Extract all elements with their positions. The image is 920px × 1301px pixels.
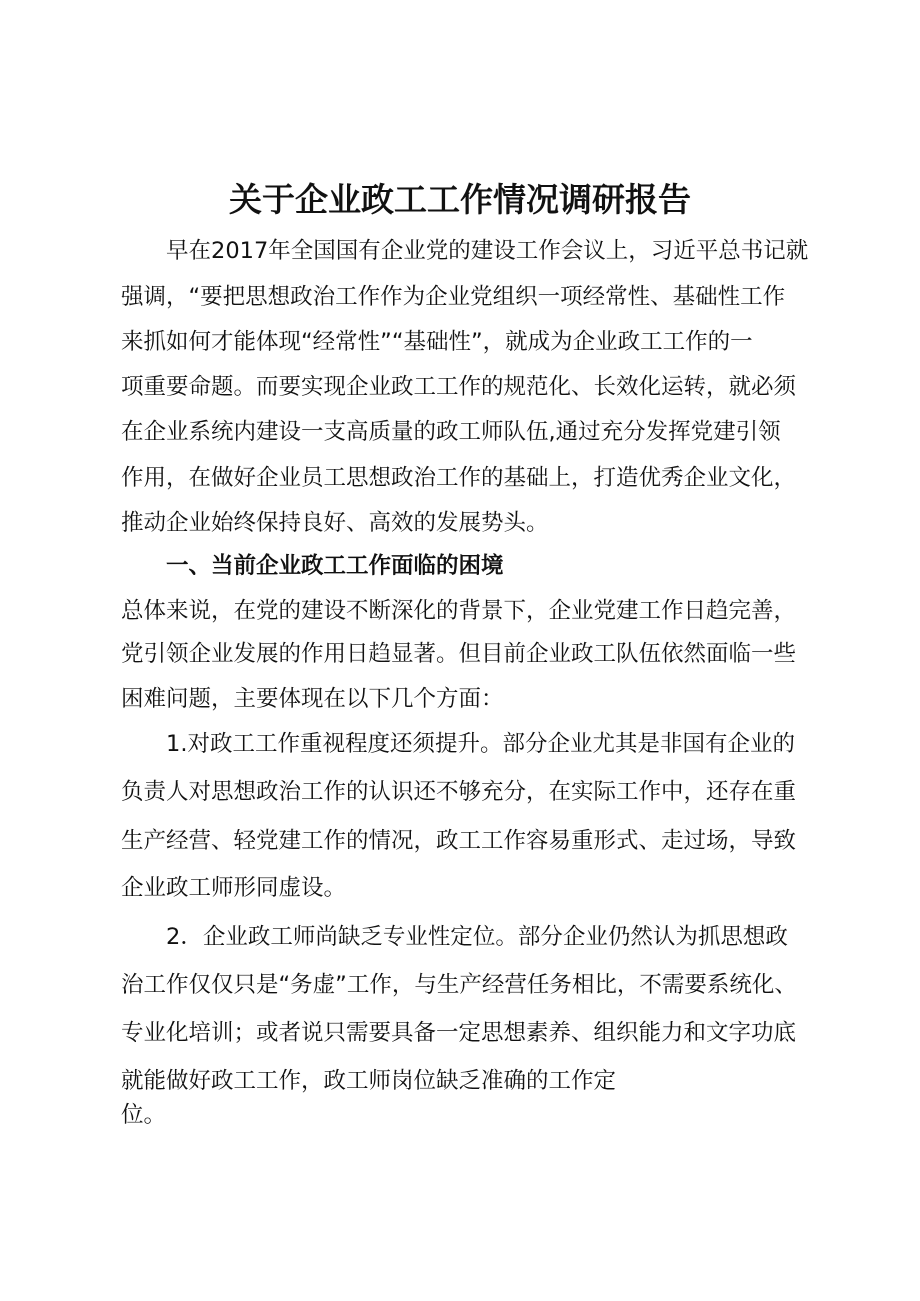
point-2-line: 位。	[121, 1102, 167, 1128]
point-2-line: 治工作仅仅只是“务虚”工作，与生产经营任务相比，不需要系统化、	[121, 972, 797, 998]
point-1-line: 1.对政工工作重视程度还须提升。部分企业尤其是非国有企业的	[166, 731, 795, 757]
intro-line: 在企业系统内建设一支高质量的政工师队伍,通过充分发挥党建引领	[121, 419, 781, 445]
intro-line: 推动企业始终保持良好、高效的发展势头。	[121, 510, 549, 536]
section-heading: 一、当前企业政工工作面临的困境	[166, 553, 504, 579]
point-1-line: 企业政工师形同虚设。	[121, 875, 347, 901]
point-1-line: 负责人对思想政治工作的认识还不够充分，在实际工作中，还存在重	[121, 779, 797, 805]
intro-line: 作用，在做好企业员工思想政治工作的基础上，打造优秀企业文化，	[121, 465, 797, 491]
intro-line: 来抓如何才能体现“经常性”“基础性”，就成为企业政工工作的一	[121, 329, 753, 355]
intro-line: 早在2017年全国国有企业党的建设工作会议上，习近平总书记就	[166, 238, 809, 264]
point-2-line: 就能做好政工工作，政工师岗位缺乏准确的工作定	[121, 1068, 617, 1094]
intro-line: 项重要命题。而要实现企业政工工作的规范化、长效化运转，就必须	[121, 374, 797, 400]
intro-line: 强调，“要把思想政治工作作为企业党组织一项经常性、基础性工作	[121, 284, 786, 310]
overview-line: 总体来说，在党的建设不断深化的背景下，企业党建工作日趋完善，	[121, 598, 797, 624]
point-1-line: 生产经营、轻党建工作的情况，政工工作容易重形式、走过场，导致	[121, 828, 797, 854]
point-2-line: 专业化培训；或者说只需要具备一定思想素养、组织能力和文字功底	[121, 1020, 797, 1046]
overview-line: 困难问题，主要体现在以下几个方面：	[121, 686, 504, 712]
document-title: 关于企业政工工作情况调研报告	[229, 180, 691, 219]
point-2-line: 2．企业政工师尚缺乏专业性定位。部分企业仍然认为抓思想政	[166, 924, 788, 950]
overview-line: 党引领企业发展的作用日趋显著。但目前企业政工队伍依然面临一些	[121, 641, 797, 667]
